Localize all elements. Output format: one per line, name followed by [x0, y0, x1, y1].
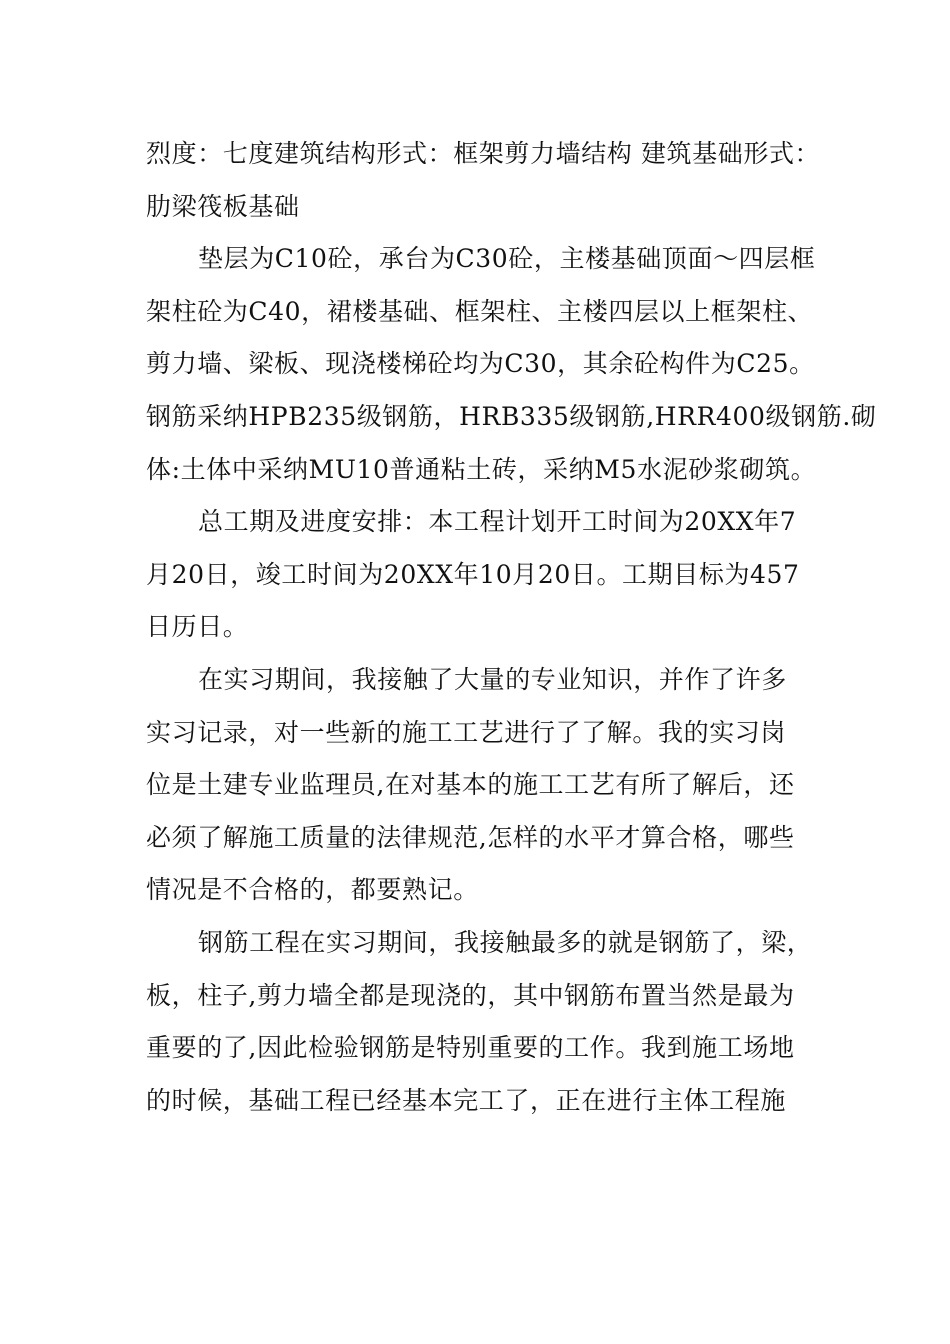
paragraph-5-line-3: 重要的了,因此检验钢筋是特别重要的工作。我到施工场地 [146, 1033, 795, 1063]
paragraph-3-line-2: 月20日，竣工时间为20XX年10月20日。工期目标为457 [146, 559, 800, 589]
paragraph-4-line-1: 在实习期间，我接触了大量的专业知识，并作了许多 [198, 664, 787, 694]
paragraph-1-line-1: 烈度：七度建筑结构形式：框架剪力墙结构 建筑基础形式： [146, 139, 821, 168]
paragraph-2-line-1: 垫层为C10砼，承台为C30砼，主楼基础顶面～四层框 [198, 244, 816, 274]
paragraph-5-line-4: 的时候，基础工程已经基本完工了，正在进行主体工程施 [146, 1085, 787, 1115]
paragraph-5-line-2: 板，柱子,剪力墙全都是现浇的，其中钢筋布置当然是最为 [146, 980, 795, 1010]
paragraph-4-line-5: 情况是不合格的，都要熟记。 [146, 875, 479, 905]
document-body [146, 128, 877, 1127]
paragraph-3-line-1: 总工期及进度安排：本工程计划开工时间为20XX年7 [198, 507, 797, 537]
paragraph-4-line-3: 位是土建专业监理员,在对基本的施工工艺有所了解后，还 [146, 770, 795, 800]
paragraph-2-line-4: 钢筋采纳HPB235级钢筋，HRB335级钢筋,HRR400级钢筋.砌 [146, 401, 877, 431]
paragraph-5-line-1: 钢筋工程在实习期间，我接触最多的就是钢筋了，梁， [198, 927, 813, 957]
paragraph-2-line-5: 体:土体中采纳MU10普通粘土砖，采纳M5水泥砂浆砌筑。 [146, 454, 817, 484]
paragraph-3-line-3: 日历日。 [146, 612, 249, 642]
paragraph-2-line-3: 剪力墙、梁板、现浇楼梯砼均为C30，其余砼构件为C25。 [146, 349, 815, 379]
paragraph-4-line-4: 必须了解施工质量的法律规范,怎样的水平才算合格，哪些 [146, 822, 795, 852]
paragraph-4-line-2: 实习记录，对一些新的施工工艺进行了了解。我的实习岗 [146, 717, 787, 747]
paragraph-1-line-2: 肋梁筏板基础 [146, 191, 300, 221]
paragraph-2-line-2: 架柱砼为C40，裙楼基础、框架柱、主楼四层以上框架柱、 [146, 296, 814, 326]
